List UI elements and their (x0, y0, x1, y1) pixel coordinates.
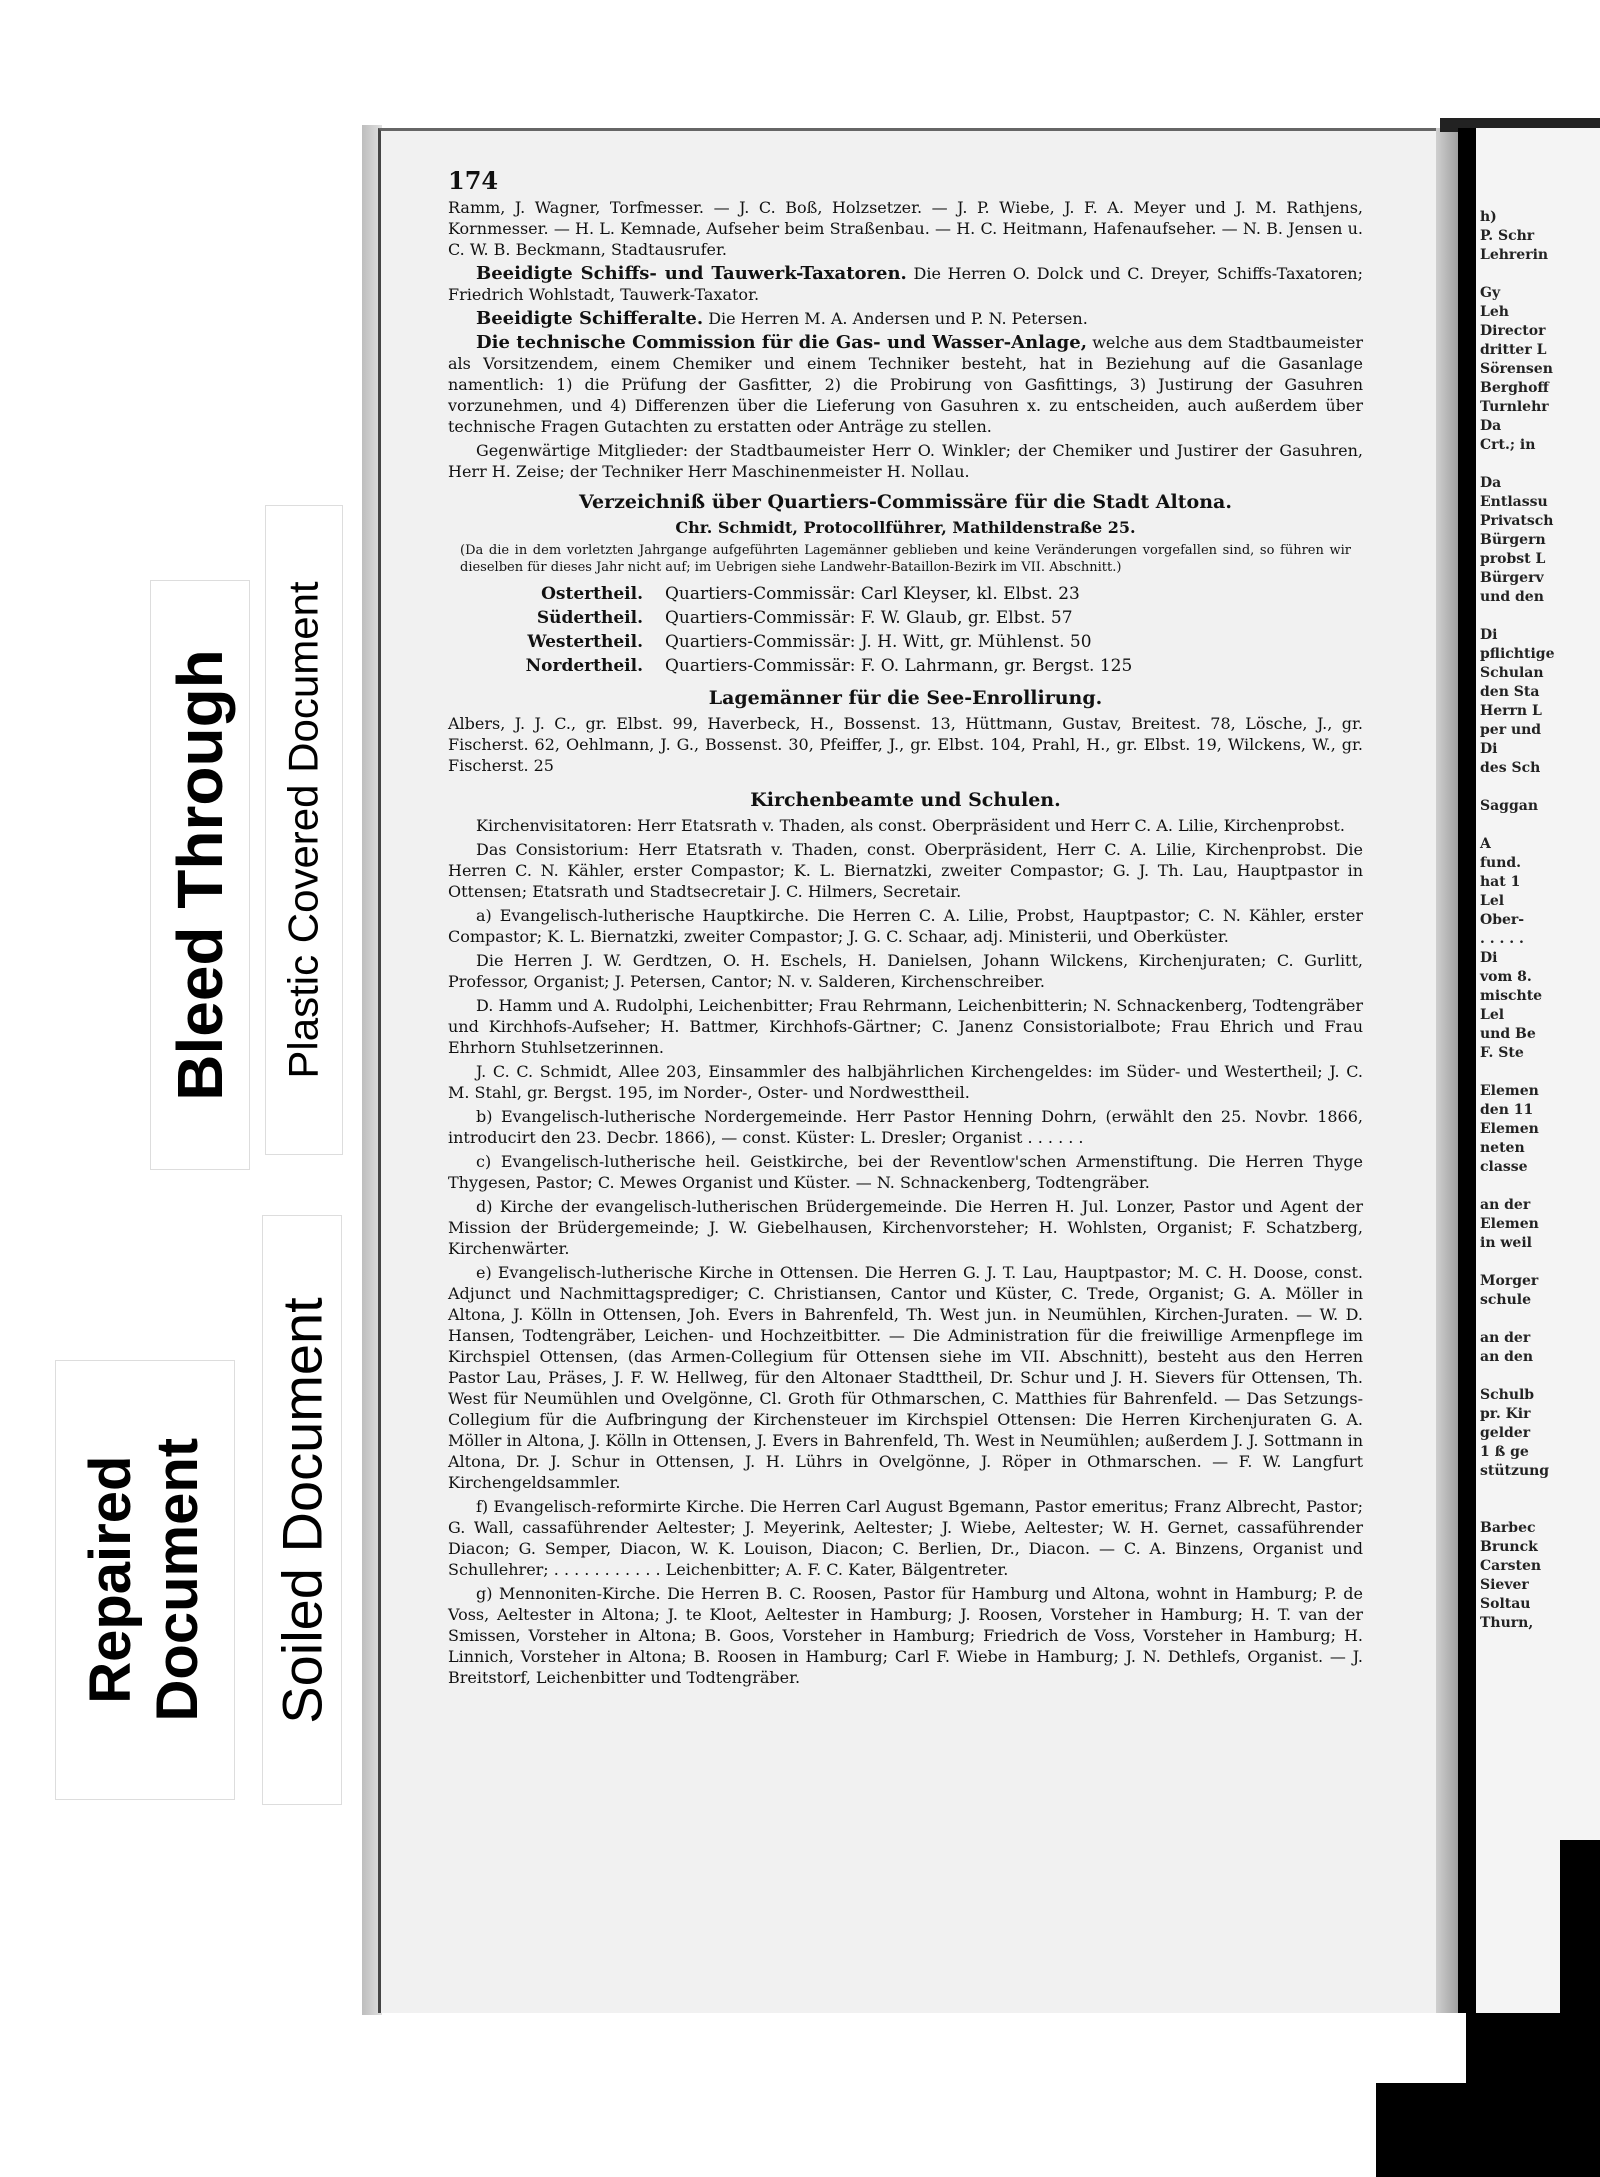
quartier-row (448, 654, 1363, 678)
lagemaenner-text: Albers, J. J. C., gr. Elbst. 99, Haverbeck, H., Bossenst. 13, Hüttmann, Gustav, Breitest. 78, Lösche, J., gr. Fischerst. 62, Oehlmann, J. G., Bossenst. 30, Pfeiffer, J., gr. Elbst. 104, Prahl, H., gr. Elbst. 19, Wilckens, W., gr. Fischerst. 25 (448, 714, 1363, 775)
right-page-line (1480, 1481, 1554, 1500)
kirchen-paragraph: f) Evangelisch-reformirte Kirche. Die Herren Carl August Bgemann, Pastor emeritus; Franz Albrecht, Pastor; G. Wall, cassaführender Aeltester; J. Meyerink, Aeltester; J. Wiebe, Aeltester; W. H. Gernet, cassaführender Diacon; G. Semper, Diacon, W. K. Louison, Diacon; C. Berlien, Dr., Diacon. — C. A. Binzens, Organist und Schullehrer; . . . . . . . . . . . Leichenbitter; A. F. C. Kater, Bälgentreter. (448, 1497, 1363, 1579)
right-page-line (1480, 1177, 1554, 1196)
bottom-light-area (1376, 2013, 1466, 2083)
right-page-line: Leh (1480, 304, 1509, 320)
right-page-line: Bürgerv (1480, 570, 1544, 586)
right-page-line: Turnlehr (1480, 399, 1549, 415)
intro-text: Die Herren O. Dolck und C. Dreyer, Schiffs-Taxatoren; Friedrich Wohlstadt, Tauwerk-Taxator. (448, 264, 1363, 304)
right-page-line: Elemen (1480, 1083, 1539, 1099)
kirchen-paragraph: e) Evangelisch-lutherische Kirche in Ottensen. Die Herren G. J. T. Lau, Hauptpastor; M. C. H. Doose, const. Adjunct und Nachmittagsprediger; C. Christiansen, Cantor und Küster, C. Trede, Organist; G. A. Möller in Altona, J. Kölln in Ottensen, Joh. Evers in Bahrenfeld, Th. West jun. in Neumühlen, Kirchen-Juraten. — W. D. Hansen, Todtengräber, Leichen- und Hochzeitbitter. — Die Administration für die freiwillige Armenpflege im Kirchspiel Ottensen, (das Armen-Collegium für Ottensen siehe im VII. Abschnitt), besteht aus den Herren Pastor Lau, Präses, J. F. W. Hellweg, für den Altonaer Stadttheil, Dr. Schur und J. H. Sievers für Ottensen, Th. West für Neumühlen und Ovelgönne, Cl. Groth für Othmarschen, C. Matthies für Bahrenfeld. — Das Setzungs-Collegium für die Aufbringung der Kirchensteuer im Kirchspiel Ottensen: Die Herren Kirchenjuraten G. A. Möller in Altona, J. Kölln in Ottensen, J. Evers in Bahrenfeld, Th. West in Neumühlen; außerdem J. J. Sottmann in Altona, Dr. J. Schur in Ottensen, J. H. Lührs in Ovelgönne, J. Röper in Othmarschen. — F. W. Langfurt Kirchengeldsammler. (448, 1263, 1363, 1492)
right-page-line: Soltau (1480, 1596, 1531, 1612)
intro-paragraph (448, 263, 1363, 305)
quartier-entry: Quartiers-Commissär: J. H. Witt, gr. Mühlenst. 50 (665, 632, 1092, 652)
intro-paragraph (448, 308, 1363, 329)
right-dark-bar (1560, 1840, 1600, 2177)
right-page-line: den Sta (1480, 684, 1540, 700)
kirchen-paragraph: d) Kirche der evangelisch-lutherischen Brüdergemeinde. Die Herren H. Jul. Lonzer, Pastor und Agent der Mission der Brüdergemeinde; J. W. Giebelhausen, Kirchenvorsteher; H. Wohlsten, Organist; F. Schatzberg, Kirchenwärter. (448, 1197, 1363, 1258)
right-page-line (1480, 1310, 1554, 1329)
right-page-line (1480, 265, 1554, 284)
quartier-title: Verzeichniß über Quartiers-Commissäre für die Stadt Altona. (579, 491, 1232, 513)
intro-text: Ramm, J. Wagner, Torfmesser. — J. C. Boß, Holzsetzer. — J. P. Wiebe, J. F. A. Meyer und J. M. Rathjens, Kornmesser. — H. L. Kemnade, Aufseher beim Straßenbau. — H. C. Heitmann, Hafenaufseher. — N. B. Jensen u. C. W. B. Beckmann, Stadtausrufer. (448, 198, 1363, 259)
right-page-line: des Sch (1480, 760, 1541, 776)
right-page-line: Schulb (1480, 1387, 1535, 1403)
quartier-district: Ostertheil. (541, 584, 643, 604)
right-page-line: Sörensen (1480, 361, 1553, 377)
right-page-line: pr. Kir (1480, 1406, 1531, 1422)
right-page-line: Di (1480, 741, 1498, 757)
kirchen-paragraph: J. C. C. Schmidt, Allee 203, Einsammler des halbjährlichen Kirchengeldes: im Süder- und Westertheil; J. C. M. Stahl, gr. Bergst. 195, im Norder-, Oster- und Nordwesttheil. (448, 1062, 1363, 1102)
right-page-line: pflichtige (1480, 646, 1555, 662)
kirchen-paragraph: Die Herren J. W. Gerdtzen, O. H. Eschels, H. Danielsen, Johann Wilckens, Kirchenjuraten; C. Gurlitt, Professor, Organist; J. Petersen, Cantor; N. v. Salderen, Kirchenschreiber. (448, 951, 1363, 991)
quartier-entry: Quartiers-Commissär: F. O. Lahrmann, gr. Bergst. 125 (665, 656, 1133, 676)
right-page-line: Berghoff (1480, 380, 1549, 396)
label-repaired-line: Repaired (78, 1455, 144, 1705)
lagemaenner-title: Lagemänner für die See-Enrollirung. (708, 687, 1103, 709)
right-page-line: Director (1480, 323, 1546, 339)
label-soiled (262, 1215, 342, 1805)
quartier-entry: Quartiers-Commissär: Carl Kleyser, kl. Elbst. 23 (665, 584, 1080, 604)
right-page-line: Barbec (1480, 1520, 1536, 1536)
quartier-district: Westertheil. (527, 632, 643, 652)
label-repaired (55, 1360, 235, 1800)
right-page-line (1480, 1367, 1554, 1386)
right-page-line: hat 1 (1480, 874, 1521, 890)
quartier-subtitle: Chr. Schmidt, Protocollführer, Mathildenstraße 25. (675, 518, 1136, 537)
right-page-line: Gy (1480, 285, 1501, 301)
right-page-line: Entlassu (1480, 494, 1548, 510)
right-page-line: per und (1480, 722, 1542, 738)
right-page-line: Di (1480, 950, 1498, 966)
right-page-line: an den (1480, 1349, 1533, 1365)
right-page-line (1480, 607, 1554, 626)
right-page-line (1480, 1063, 1554, 1082)
kirchen-section (448, 815, 1363, 1688)
right-page-line: F. Ste (1480, 1045, 1524, 1061)
right-page-line: P. Schr (1480, 228, 1535, 244)
intro-heading: Beeidigte Schifferalte. (476, 308, 704, 329)
intro-heading: Die technische Commission für die Gas- und Wasser-Anlage, (476, 332, 1087, 353)
right-page-line: mischte (1480, 988, 1543, 1004)
kirchen-paragraph: b) Evangelisch-lutherische Nordergemeinde. Herr Pastor Henning Dohrn, (erwählt den 25. Novbr. 1866, introducirt den 23. Decbr. 1866), — const. Küster: L. Dresler; Organist . . . . . . (448, 1107, 1363, 1147)
label-bleed-through (150, 580, 250, 1170)
right-page-line: Da (1480, 418, 1502, 434)
quartier-district: Südertheil. (536, 608, 643, 628)
kirchen-paragraph: c) Evangelisch-lutherische heil. Geistkirche, bei der Reventlow'schen Armenstiftung. Die Herren Thyge Thygesen, Pastor; C. Mewes Organist und Küster. — N. Schnackenberg, Todtengräber. (448, 1152, 1363, 1192)
right-page-line: Elemen (1480, 1121, 1539, 1137)
right-page-line: Elemen (1480, 1216, 1539, 1232)
right-page-line: vom 8. (1480, 969, 1532, 985)
page-fore-edge (1436, 128, 1458, 2013)
page-content (448, 166, 1364, 1691)
right-page-line: Brunck (1480, 1539, 1538, 1555)
quartier-row (448, 606, 1363, 630)
right-page-line (1480, 455, 1554, 474)
right-page-line: schule (1480, 1292, 1531, 1308)
right-page-line (1480, 1253, 1554, 1272)
right-page-line: A (1480, 836, 1491, 852)
right-page-line: den 11 (1480, 1102, 1534, 1118)
page-number: 174 (448, 166, 499, 195)
label-plastic-covered (265, 505, 343, 1155)
quartier-entry: Quartiers-Commissär: F. W. Glaub, gr. Elbst. 57 (665, 608, 1073, 628)
quartier-row (448, 582, 1363, 606)
intro-text: welche aus dem Stadtbaumeister als Vorsitzendem, einem Chemiker und einem Techniker besteht, hat in Beziehung auf die Gasanlage namentlich: 1) die Prüfung der Gasfitter, 2) die Probirung von Gasfittings, 3) Justirung der Gasuhren vorzunehmen, und 4) Differenzen über die Lieferung von Gasuhren x. zu entscheiden, auch außerdem über technische Fragen Gutachten zu erstatten oder Anträge zu stellen. (448, 333, 1364, 436)
intro-text: Die Herren M. A. Andersen und P. N. Petersen. (703, 309, 1088, 328)
book-gutter (1458, 128, 1476, 2177)
intro-paragraph (448, 197, 1363, 260)
right-page-line: stützung (1480, 1463, 1550, 1479)
right-page-line: . . . . . (1480, 931, 1524, 947)
label-repaired-text (78, 1438, 211, 1722)
kirchen-paragraph: Kirchenvisitatoren: Herr Etatsrath v. Thaden, als const. Oberpräsident und Herr C. A. Lilie, Kirchenprobst. (476, 816, 1345, 835)
quartier-district: Nordertheil. (525, 656, 643, 676)
right-page-line: Bürgern (1480, 532, 1546, 548)
right-page-line: dritter L (1480, 342, 1547, 358)
kirchen-paragraph: g) Mennoniten-Kirche. Die Herren B. C. Roosen, Pastor für Hamburg und Altona, wohnt in Hamburg; P. de Voss, Aeltester in Altona; J. te Kloot, Aeltester in Hamburg; J. Roosen, Vorsteher in Hamburg; H. T. van der Smissen, Vorsteher in Altona; B. Goos, Vorsteher in Hamburg; Friedrich de Voss, Vorsteher in Hamburg; H. Linnich, Vorsteher in Altona; B. Roosen in Hamburg; Carl F. Wiebe in Hamburg; J. N. Dethlefs, Organist. — J. Breitstorf, Leichenbitter und Todtengräber. (448, 1584, 1363, 1687)
label-plastic-covered-text: Plastic Covered Document (280, 581, 327, 1079)
right-page-line: an der (1480, 1330, 1531, 1346)
kirchen-paragraph: D. Hamm und A. Rudolphi, Leichenbitter; Frau Rehrmann, Leichenbitterin; N. Schnackenberg, Todtengräber und Kirchhofs-Aufseher; H. Battmer, Kirchhofs-Gärtner; C. Janenz Consistorialbote; Frau Ehrich und Frau Ehrhorn Stuhlsetzerinnen. (448, 996, 1363, 1057)
right-page-line: Privatsch (1480, 513, 1554, 529)
quartier-note: (Da die in dem vorletzten Jahrgange aufgeführten Lagemänner geblieben und keine Veränderungen vorgefallen sind, so führen wir dieselben für dieses Jahr nicht auf; im Uebrigen siehe Landwehr-Bataillon-Bezirk im VII. Abschnitt.) (460, 543, 1351, 575)
kirchen-title: Kirchenbeamte und Schulen. (750, 789, 1061, 811)
right-page-line: Herrn L (1480, 703, 1542, 719)
kirchen-paragraph: Das Consistorium: Herr Etatsrath v. Thaden, const. Oberpräsident, Herr C. A. Lilie, Kirchenprobst. Die Herren C. N. Kähler, erster Compastor; K. L. Biernatzki, zweiter Compastor; G. J. Th. Lau, Hauptpastor in Ottensen; Etatsrath und Stadtsecretair J. C. Hilmers, Secretair. (448, 840, 1363, 901)
right-page-line: neten (1480, 1140, 1525, 1156)
right-page-line: Da (1480, 475, 1502, 491)
right-page (1476, 128, 1600, 2013)
intro-paragraph (448, 440, 1363, 482)
right-page-line: Ober- (1480, 912, 1525, 928)
right-page-line: Lehrerin (1480, 247, 1549, 263)
right-page-line: Lel (1480, 1007, 1505, 1023)
right-page-line: fund. (1480, 855, 1522, 871)
right-page-line (1480, 778, 1554, 797)
intro-heading: Beeidigte Schiffs- und Tauwerk-Taxatoren. (476, 263, 907, 284)
kirchen-paragraph: a) Evangelisch-lutherische Hauptkirche. Die Herren C. A. Lilie, Probst, Hauptpastor; C. N. Kähler, erster Compastor; K. L. Biernatzki, zweiter Compastor; J. G. C. Schaar, adj. Ministerii, und Oberküster. (448, 906, 1363, 946)
right-page-line: Thurn, (1480, 1615, 1534, 1631)
right-page-line: classe (1480, 1159, 1528, 1175)
right-page-lines (1480, 208, 1554, 1633)
right-page-line: und Be (1480, 1026, 1536, 1042)
right-page-line: 1 ß ge (1480, 1444, 1529, 1460)
right-page-line: Siever (1480, 1577, 1529, 1593)
right-page-line: und den (1480, 589, 1544, 605)
quartier-list (448, 582, 1363, 678)
label-bleed-through-text: Bleed Through (164, 649, 236, 1101)
right-page-line: Saggan (1480, 798, 1539, 814)
right-page-line: Morger (1480, 1273, 1539, 1289)
right-page-line: gelder (1480, 1425, 1531, 1441)
label-repaired-line: Document (145, 1438, 211, 1722)
intro-text: Gegenwärtige Mitglieder: der Stadtbaumeister Herr O. Winkler; der Chemiker und Justirer der Gasuhren, Herr H. Zeise; der Techniker Herr Maschinenmeister H. Nollau. (448, 441, 1363, 481)
intro-paragraph (448, 332, 1363, 437)
right-page-line: Lel (1480, 893, 1505, 909)
right-page-line (1480, 1500, 1554, 1519)
right-page-line: Crt.; in (1480, 437, 1536, 453)
right-page-line: Schulan (1480, 665, 1544, 681)
right-page-line: in weil (1480, 1235, 1532, 1251)
quartier-row (448, 630, 1363, 654)
label-soiled-text: Soiled Document (270, 1296, 334, 1724)
right-page-line: Carsten (1480, 1558, 1542, 1574)
right-page-line: probst L (1480, 551, 1546, 567)
intro-section (448, 197, 1363, 482)
right-page-line (1480, 816, 1554, 835)
right-page-line: h) (1480, 209, 1497, 225)
right-page-line: Di (1480, 627, 1498, 643)
right-page-line: an der (1480, 1197, 1531, 1213)
